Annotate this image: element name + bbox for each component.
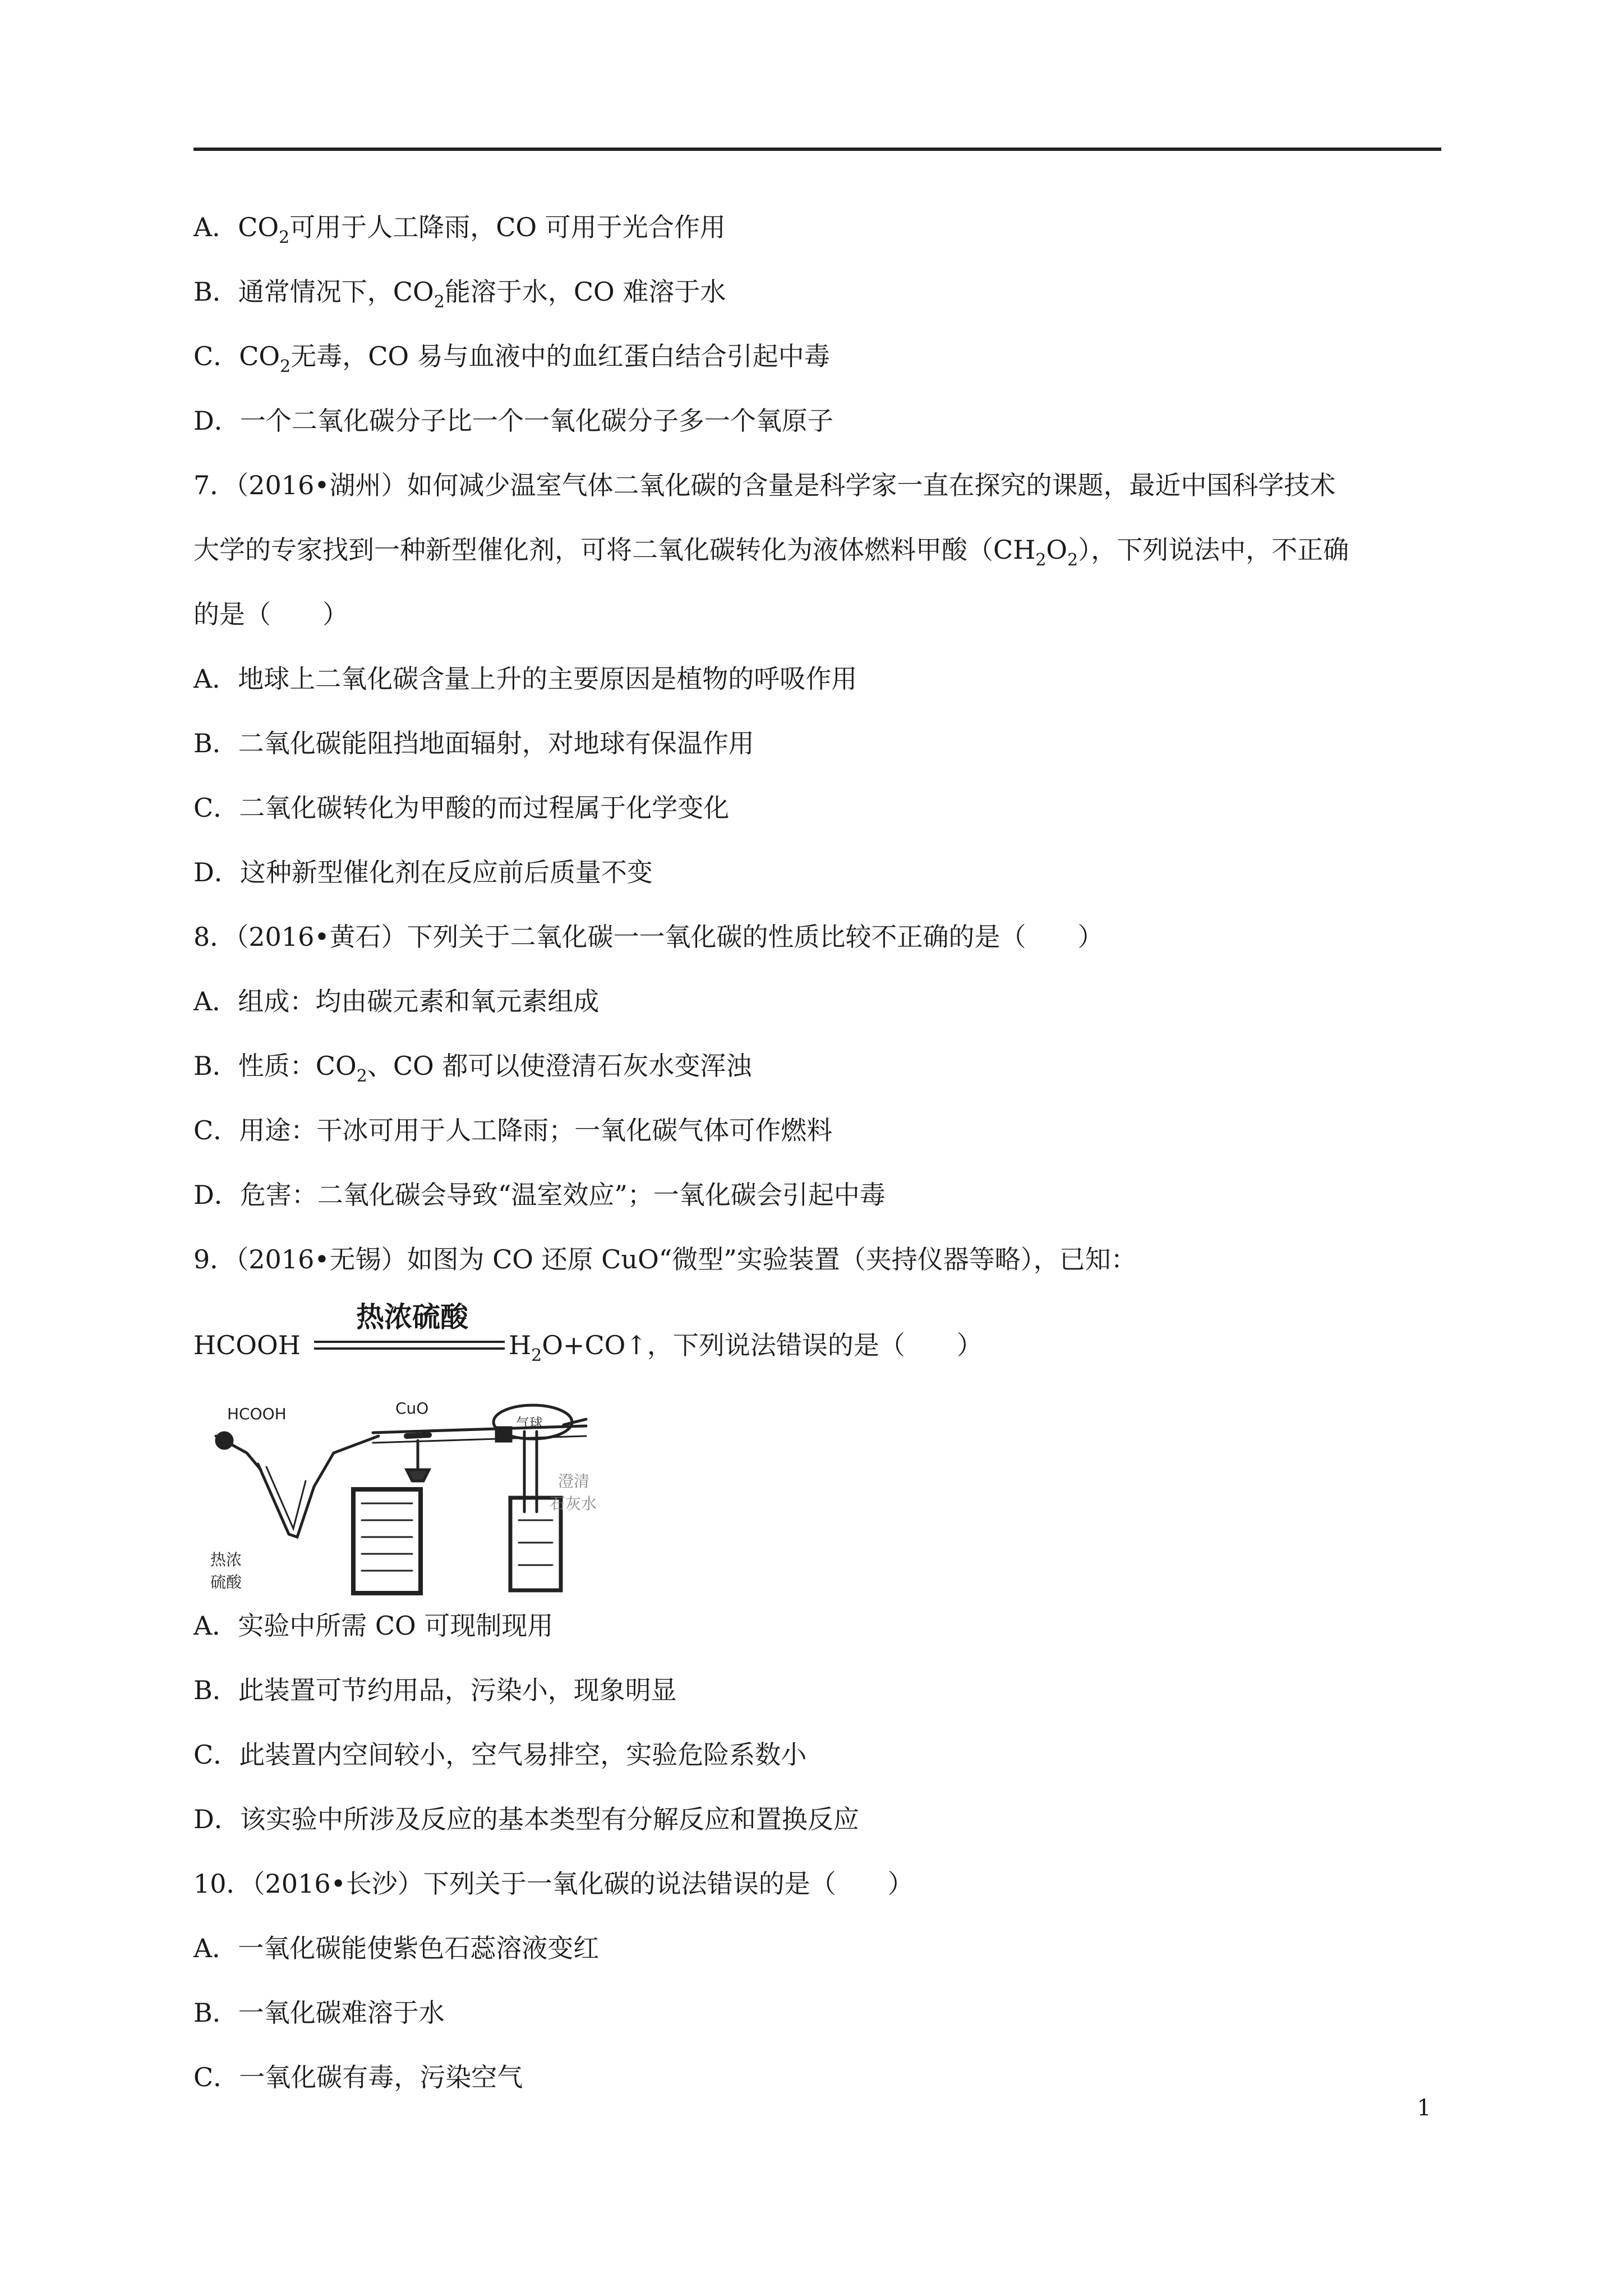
q9-option-c: C．此装置内空间较小，空气易排空，实验危险系数小 (193, 1740, 807, 1770)
header-rule (193, 148, 1441, 151)
q7-option-b: B．二氧化碳能阻挡地面辐射，对地球有保温作用 (193, 728, 754, 758)
q7-stem-line2: 大学的专家找到一种新型催化剂，可将二氧化碳转化为液体燃料甲酸$(CH_2O_2)$，下列说法中，不正确 (193, 535, 1349, 570)
q9-equation (193, 1300, 1035, 1373)
q6-option-c: C．$CO_2$无毒，CO 易与血液中的血红蛋白结合引起中毒 (193, 341, 830, 376)
q8-option-a: A．组成：均由碳元素和氧元素组成 (193, 986, 600, 1016)
label-limewater-2: 石灰水 (550, 1494, 597, 1513)
q10-option-b: B．一氧化碳难溶于水 (193, 1998, 445, 2028)
q7-stem-line1: 7．（2016•湖州）如何减少温室气体二氧化碳的含量是科学家一直在探究的课题，最近中国科学技术 (193, 470, 1336, 500)
q8-stem: 8．（2016•黄石）下列关于二氧化碳一一氧化碳的性质比较不正确的是（ ） (193, 922, 1104, 952)
q10-option-c: C．一氧化碳有毒，污染空气 (193, 2062, 523, 2092)
label-acid-1: 热浓 (210, 1550, 242, 1569)
q9-stem: 9．（2016•无锡）如图为 CO 还原 CuO“微型”实验装置（夹持仪器等略），已知： (193, 1244, 1137, 1274)
q9-option-b: B．此装置可节约用品，污染小，现象明显 (193, 1675, 677, 1705)
label-balloon: 气球 (516, 1415, 543, 1431)
label-acid-2: 硫酸 (210, 1573, 242, 1591)
q8-option-b: B．性质：$CO_2$、CO 都可以使澄清石灰水变浑浊 (193, 1051, 752, 1086)
reaction-condition: 热浓硫酸 (356, 1301, 468, 1333)
q7-option-a: A．地球上二氧化碳含量上升的主要原因是植物的呼吸作用 (193, 664, 857, 694)
q7-option-c: C．二氧化碳转化为甲酸的而过程属于化学变化 (193, 793, 730, 823)
label-cuo: CuO (395, 1399, 429, 1418)
q10-stem: 10．（2016•长沙）下列关于一氧化碳的说法错误的是（ ） (193, 1869, 914, 1899)
equation-reactant: HCOOH (193, 1330, 301, 1360)
q6-option-a: A．$CO_2$可用于人工降雨，CO 可用于光合作用 (193, 212, 726, 247)
label-hcooh: HCOOH (227, 1405, 287, 1423)
label-limewater-1: 澄清 (558, 1472, 590, 1490)
equals-bar-bottom (314, 1347, 505, 1350)
page-number: 1 (1417, 2095, 1431, 2121)
equation-products: $H_2O+CO↑$，下列说法错误的是（ ） (509, 1330, 983, 1365)
equals-bar-top (314, 1341, 505, 1343)
q9-option-a: A．实验中所需 CO 可现制现用 (193, 1611, 554, 1641)
q7-stem-line3: 的是（ ） (193, 599, 348, 629)
q10-option-a: A．一氧化碳能使紫色石蕊溶液变红 (193, 1933, 600, 1963)
apparatus-diagram (193, 1397, 597, 1599)
q6-option-b: B．通常情况下，$CO_2$能溶于水，CO 难溶于水 (193, 277, 726, 312)
q9-option-d: D．该实验中所涉及反应的基本类型有分解反应和置换反应 (193, 1804, 859, 1834)
q6-option-d: D．一个二氧化碳分子比一个一氧化碳分子多一个氧原子 (193, 406, 833, 436)
q8-option-d: D．危害：二氧化碳会导致“温室效应”；一氧化碳会引起中毒 (193, 1180, 886, 1210)
q7-option-d: D．这种新型催化剂在反应前后质量不变 (193, 857, 653, 887)
q8-option-c: C．用途：干冰可用于人工降雨；一氧化碳气体可作燃料 (193, 1115, 833, 1145)
